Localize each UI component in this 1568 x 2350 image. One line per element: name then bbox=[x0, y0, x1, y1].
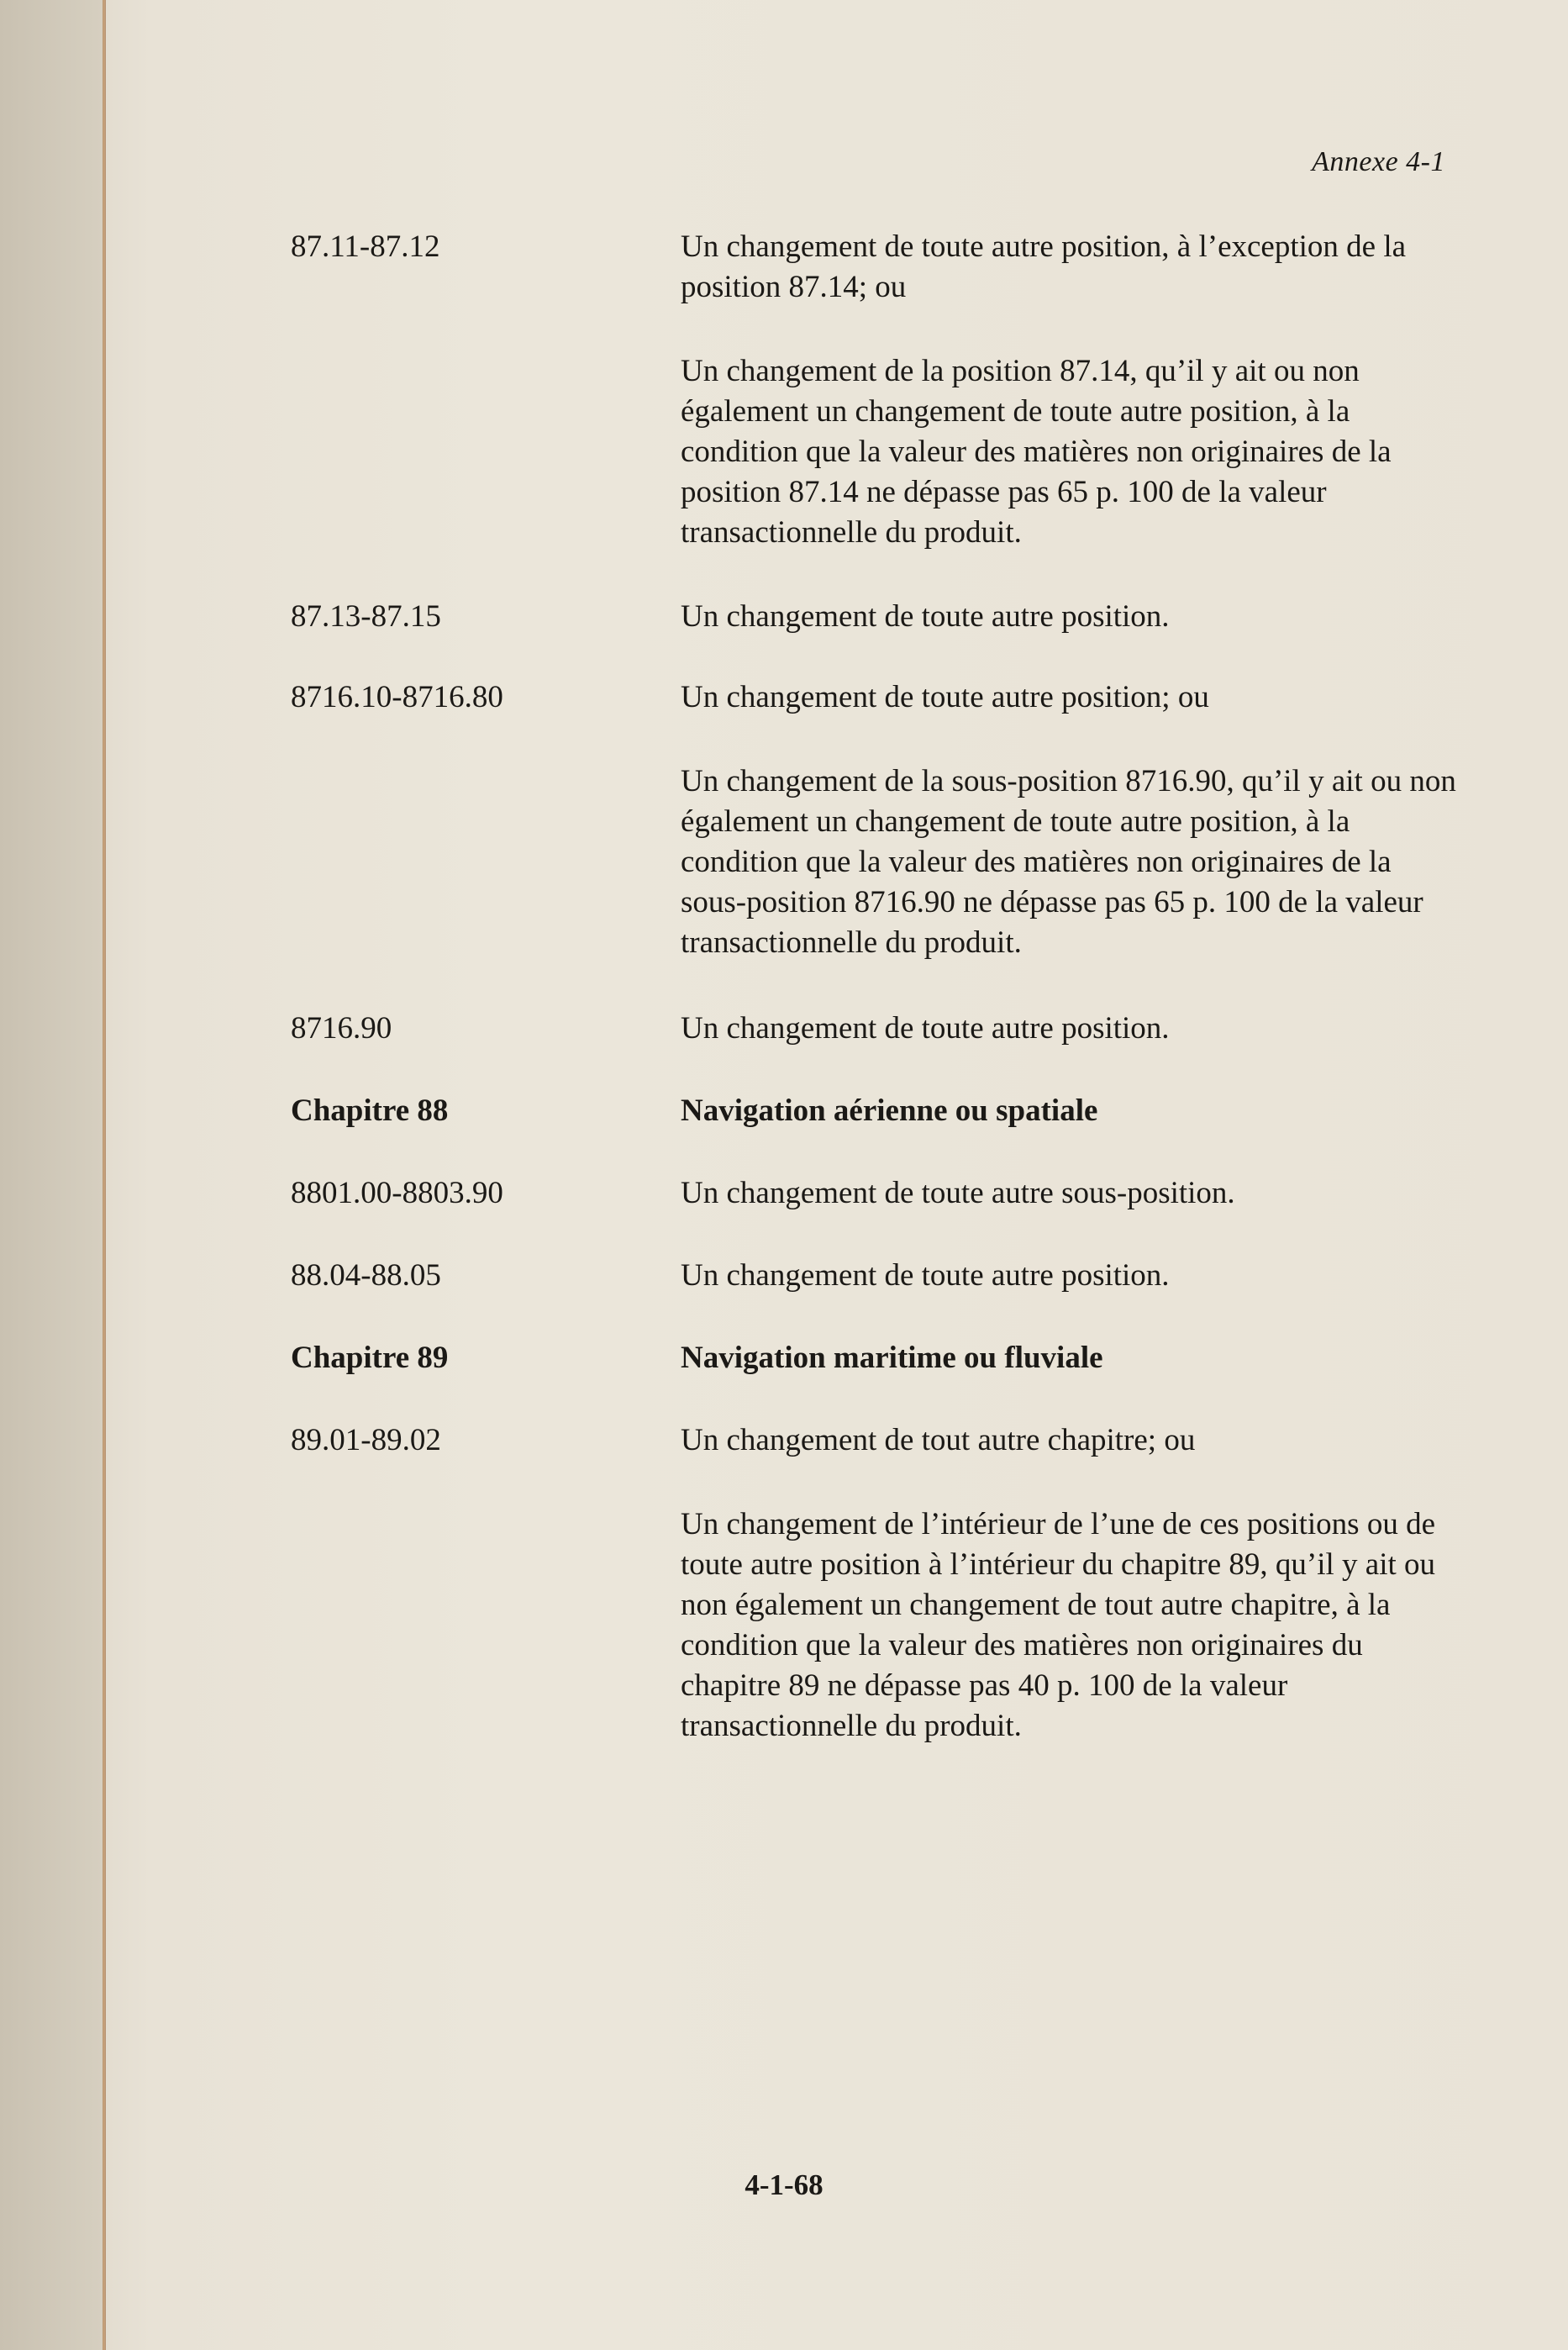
rule-description bbox=[681, 1009, 1462, 1049]
chapter-title bbox=[681, 1338, 1462, 1378]
page-number: 4-1-68 bbox=[745, 2168, 823, 2201]
chapter-label: Chapitre 89 bbox=[291, 1341, 449, 1375]
annex-header: Annexe 4-1 bbox=[1312, 146, 1445, 177]
rule-description bbox=[681, 1420, 1462, 1747]
tariff-code: 88.04-88.05 bbox=[291, 1258, 441, 1293]
tariff-code: 89.01-89.02 bbox=[291, 1423, 441, 1457]
rule-paragraph: Un changement de toute autre position; ou bbox=[681, 680, 1209, 714]
rule-description bbox=[681, 597, 1462, 637]
rule-description bbox=[681, 1173, 1462, 1214]
rule-paragraph: Un changement de l’intérieur de l’une de ces positions ou de toute autre position à l’intérieur du chapitre 89, qu’il y ait ou non également un changement de tout autre chapitre, à la condition que la valeur des matières non originaires du chapitre 89 ne dépasse pas 40 p. 100 de la valeur transactionnelle du produit. bbox=[681, 1507, 1436, 1743]
rule-paragraph: Un changement de tout autre chapitre; ou bbox=[681, 1423, 1196, 1457]
rule-description bbox=[681, 677, 1462, 963]
rule-description bbox=[681, 227, 1462, 553]
chapter-title-text: Navigation maritime ou fluviale bbox=[681, 1341, 1103, 1375]
rule-paragraph: Un changement de la position 87.14, qu’il y ait ou non également un changement de toute autre position, à la condition que la valeur des matières non originaires de la position 87.14 ne dépasse pas 65 p. 100 de la valeur transactionnelle du produit. bbox=[681, 354, 1392, 550]
tariff-code: 8716.10-8716.80 bbox=[291, 680, 503, 714]
rule-paragraph: Un changement de toute autre sous-position. bbox=[681, 1176, 1235, 1210]
chapter-label: Chapitre 88 bbox=[291, 1093, 449, 1128]
tariff-code: 87.13-87.15 bbox=[291, 599, 441, 634]
rule-paragraph: Un changement de toute autre position. bbox=[681, 1011, 1170, 1046]
rule-paragraph: Un changement de toute autre position. bbox=[681, 1258, 1170, 1293]
binding-edge bbox=[103, 0, 106, 2350]
tariff-code: 8716.90 bbox=[291, 1011, 392, 1046]
binding-shadow bbox=[0, 0, 103, 2350]
chapter-title-text: Navigation aérienne ou spatiale bbox=[681, 1093, 1098, 1128]
tariff-code: 8801.00-8803.90 bbox=[291, 1176, 503, 1210]
tariff-code: 87.11-87.12 bbox=[291, 229, 440, 264]
chapter-title bbox=[681, 1091, 1462, 1131]
rule-paragraph: Un changement de toute autre position, à l’exception de la position 87.14; ou bbox=[681, 229, 1407, 304]
rule-paragraph: Un changement de toute autre position. bbox=[681, 599, 1170, 634]
rule-description bbox=[681, 1256, 1462, 1296]
rule-paragraph: Un changement de la sous-position 8716.90, qu’il y ait ou non également un changement de toute autre position, à la condition que la valeur des matières non originaires de la sous-position 8716.90 ne dépasse pas 65 p. 100 de la valeur transactionnelle du produit. bbox=[681, 764, 1456, 960]
